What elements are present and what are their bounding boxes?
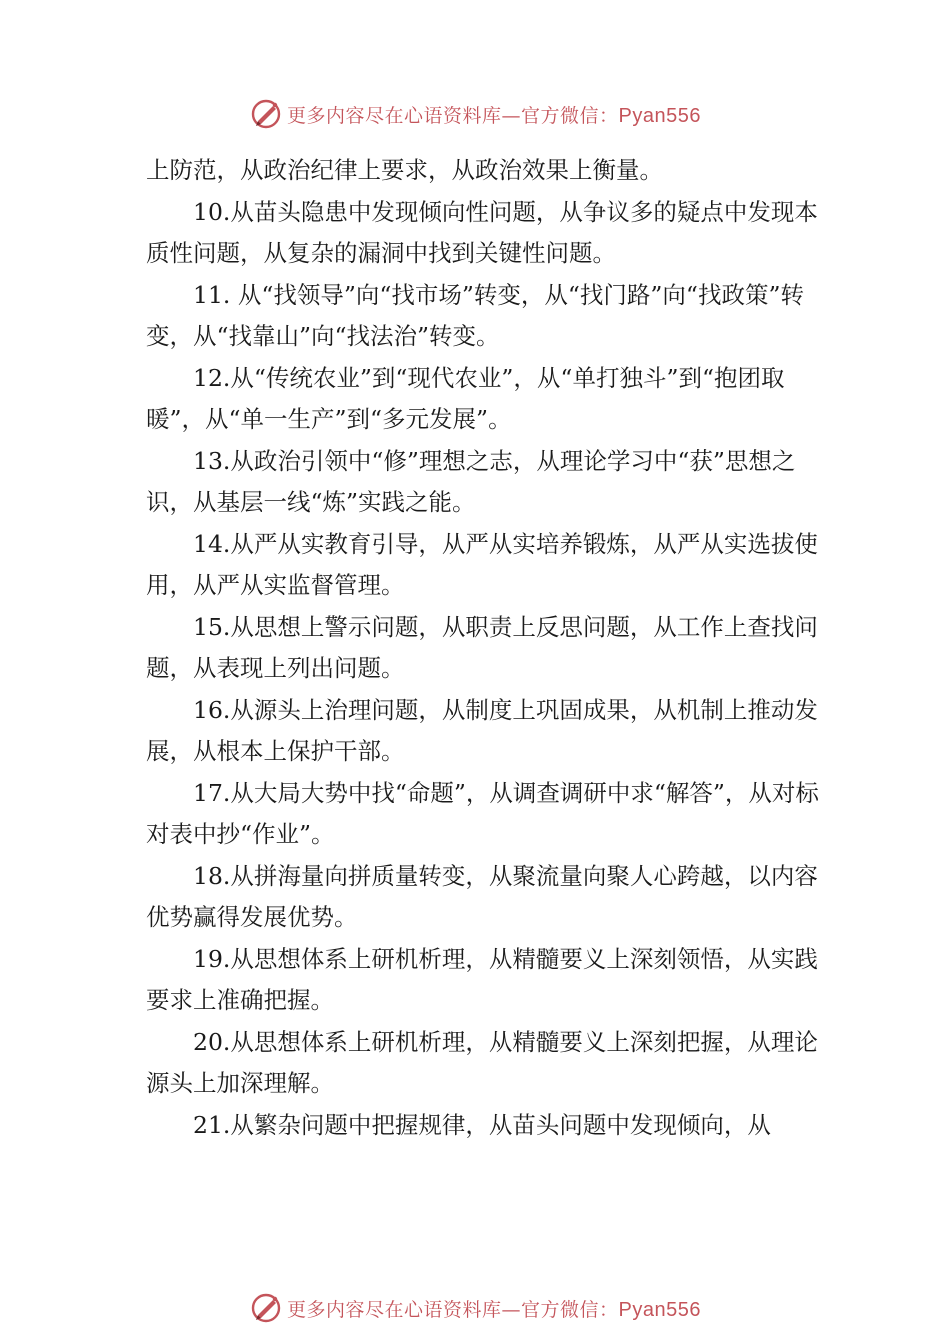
footer-banner [0,1288,950,1328]
paragraph-18: 18.从拼海量向拼质量转变，从聚流量向聚人心跨越，以内容优势赢得发展优势。 [146,861,818,931]
wechat-id: Pyan556 [618,1298,701,1321]
paragraph-14: 14.从严从实教育引导，从严从实培养锻炼，从严从实选拔使用，从严从实监督管理。 [146,529,818,599]
paragraph-21: 21.从繁杂问题中把握规律，从苗头问题中发现倾向，从 [193,1110,771,1139]
paragraph-17: 17.从大局大势中找“命题”，从调查调研中求“解答”，从对标对表中抄“作业”。 [146,778,819,848]
paragraph-12: 12.从“传统农业”到“现代农业”，从“单打独斗”到“抱团取暖”，从“单一生产”到“多元发展”。 [146,363,785,433]
pen-logo-icon [249,97,283,131]
paragraph-20: 20.从思想体系上研机析理，从精髓要义上深刻把握，从理论源头上加深理解。 [146,1027,818,1097]
banner-text: 更多内容尽在心语资料库—官方微信：Pyan556 [287,104,701,127]
paragraph-16: 16.从源头上治理问题，从制度上巩固成果，从机制上推动发展，从根本上保护干部。 [146,695,818,765]
paragraph-continuation: 上防范，从政治纪律上要求，从政治效果上衡量。 [146,156,663,184]
document-body [146,150,836,1146]
wechat-id: Pyan556 [618,104,701,127]
pen-logo-icon [249,1291,283,1325]
paragraph-13: 13.从政治引领中“修”理想之志，从理论学习中“获”思想之识，从基层一线“炼”实践之能。 [146,446,796,516]
header-banner [0,94,950,134]
banner-text: 更多内容尽在心语资料库—官方微信：Pyan556 [287,1298,701,1321]
paragraph-11: 11. 从“找领导”向“找市场”转变，从“找门路”向“找政策”转变，从“找靠山”向“找法治”转变。 [146,280,804,350]
paragraph-10: 10.从苗头隐患中发现倾向性问题，从争议多的疑点中发现本质性问题，从复杂的漏洞中找到关键性问题。 [146,197,818,267]
paragraph-15: 15.从思想上警示问题，从职责上反思问题，从工作上查找问题，从表现上列出问题。 [146,612,818,682]
paragraph-19: 19.从思想体系上研机析理，从精髓要义上深刻领悟，从实践要求上准确把握。 [146,944,818,1014]
